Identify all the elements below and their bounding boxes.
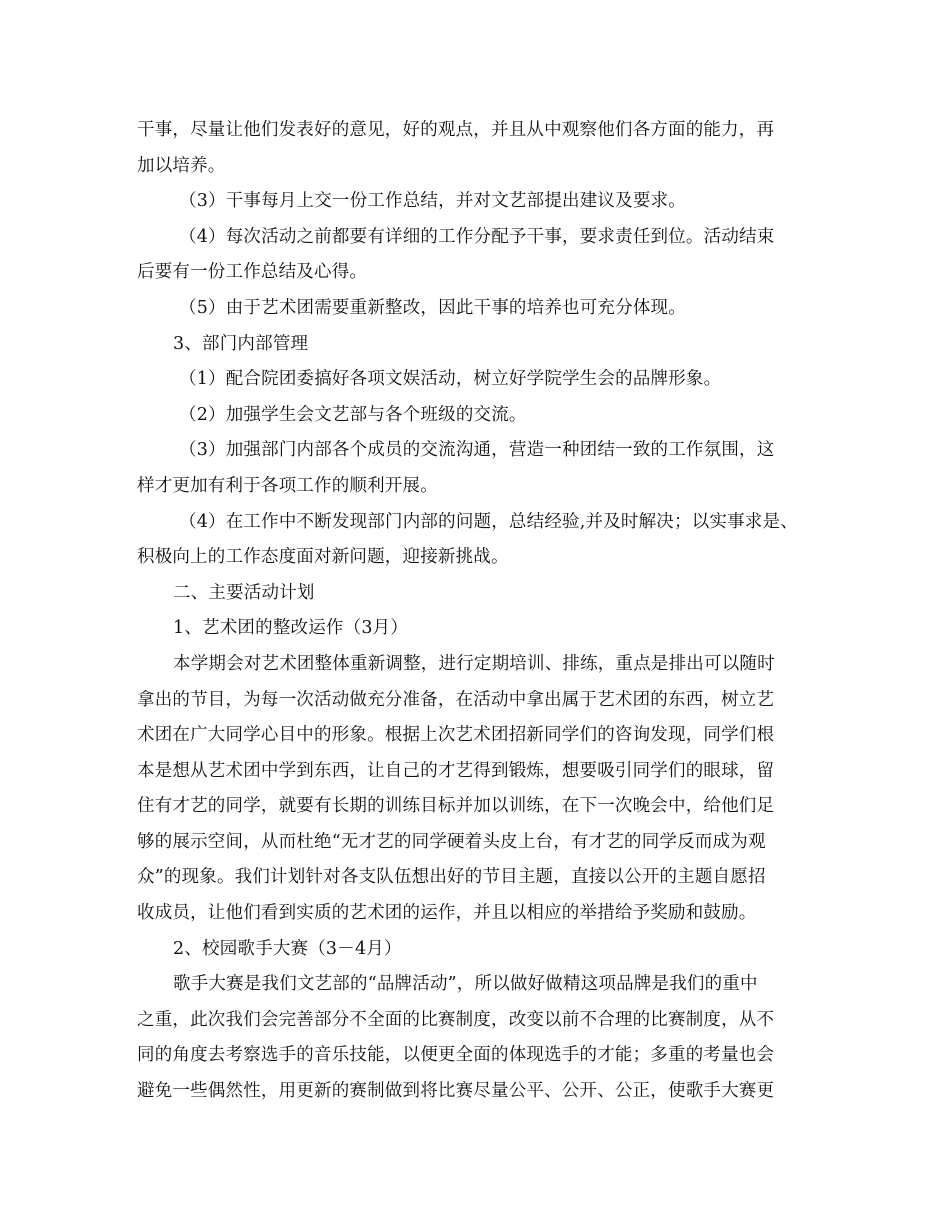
- body-text-line: 本是想从艺术团中学到东西，让自己的才艺得到锻炼，想要吸引同学们的眼球，留: [137, 760, 775, 781]
- body-text-line: 同的角度去考察选手的音乐技能，以便更全面的体现选手的才能；多重的考量也会: [137, 1045, 775, 1066]
- section-heading: 3、部门内部管理: [173, 333, 309, 354]
- body-text-line: 术团在广大同学心目中的形象。根据上次艺术团招新同学们的咨询发现，同学们根: [137, 725, 775, 746]
- list-item-text: （5）由于艺术团需要重新整改，因此干事的培养也可充分体现。: [179, 297, 686, 318]
- list-item-text: （2）加强学生会文艺部与各个班级的交流。: [179, 404, 527, 425]
- body-text-line: 够的展示空间，从而杜绝“无才艺的同学硬着头皮上台，有才艺的同学反而成为观: [137, 831, 766, 852]
- body-text-line: 避免一些偶然性，用更新的赛制做到将比赛尽量公平、公开、公正，使歌手大赛更: [137, 1081, 775, 1102]
- list-item-text: （3）加强部门内部各个成员的交流沟通，营造一种团结一致的工作氛围，这: [179, 440, 775, 461]
- subsection-heading: 2、校园歌手大赛（3－4月）: [173, 938, 402, 959]
- body-text-line: 后要有一份工作总结及心得。: [137, 262, 368, 283]
- body-text-line: 样才更加有利于各项工作的顺利开展。: [137, 475, 438, 496]
- list-item-text: （3）干事每月上交一份工作总结，并对文艺部提出建议及要求。: [179, 191, 686, 212]
- document-body: [137, 113, 827, 1110]
- subsection-heading: 1、艺术团的整改运作（3月）: [173, 618, 409, 639]
- body-text-line: 收成员，让他们看到实质的艺术团的运作，并且以相应的举措给予奖励和鼓励。: [137, 903, 757, 924]
- body-text-line: 之重，此次我们会完善部分不全面的比赛制度，改变以前不合理的比赛制度，从不: [137, 1009, 775, 1030]
- body-text-line: 众”的现象。我们计划针对各支队伍想出好的节目主题，直接以公开的主题自愿招: [137, 867, 766, 888]
- section-heading: 二、主要活动计划: [173, 582, 315, 603]
- list-item-text: （1）配合院团委搞好各项文娱活动，树立好学院学生会的品牌形象。: [179, 369, 722, 390]
- body-text-line: 加以培养。: [137, 155, 226, 176]
- body-text-line: 干事，尽量让他们发表好的意见，好的观点，并且从中观察他们各方面的能力，再: [137, 120, 775, 140]
- body-text-line: 住有才艺的同学，就要有长期的训练目标并加以训练，在下一次晚会中，给他们足: [137, 796, 775, 817]
- paragraph-text: 歌手大赛是我们文艺部的“品牌活动”，所以做好做精这项品牌是我们的重中: [173, 974, 758, 995]
- body-text-line: 拿出的节目，为每一次活动做充分准备，在活动中拿出属于艺术团的东西，树立艺: [137, 689, 775, 710]
- list-item-text: （4）每次活动之前都要有详细的工作分配予干事，要求责任到位。活动结束: [179, 226, 775, 247]
- body-text-line: 积极向上的工作态度面对新问题，迎接新挑战。: [137, 547, 509, 568]
- list-item-text: （4）在工作中不断发现部门内部的问题，总结经验,并及时解决；以实事求是、: [179, 511, 798, 532]
- paragraph-text: 本学期会对艺术团整体重新调整，进行定期培训、排练，重点是排出可以随时: [173, 653, 775, 674]
